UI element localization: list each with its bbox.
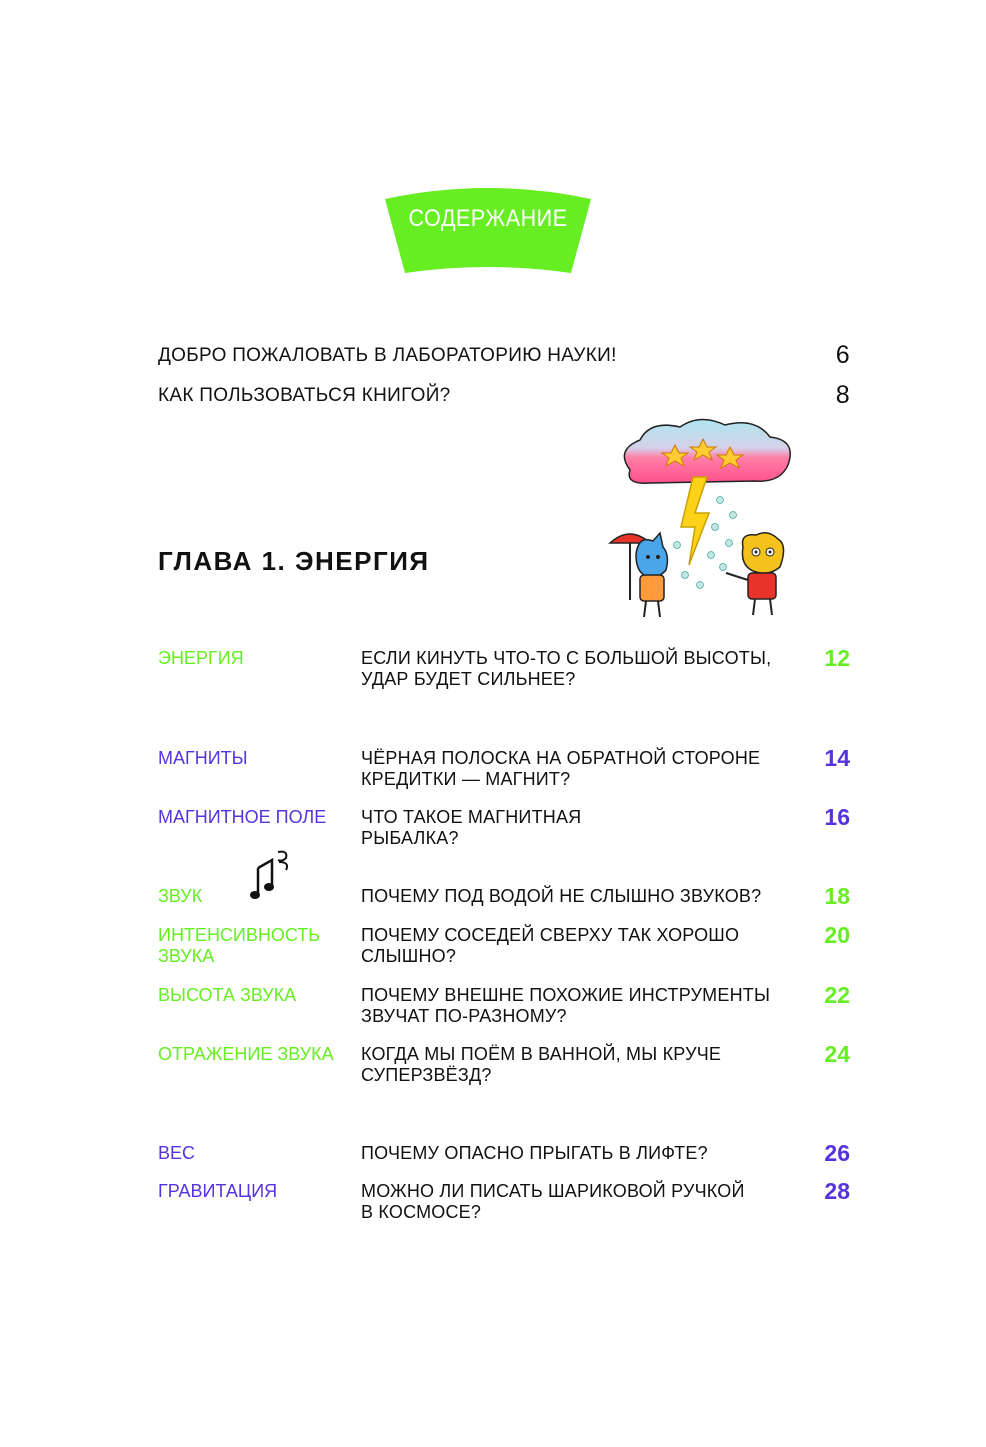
intro-item-title: КАК ПОЛЬЗОВАТЬСЯ КНИГОЙ? [158, 385, 451, 406]
entry-page: 18 [824, 883, 850, 909]
intro-item-how-to-use[interactable] [158, 381, 850, 413]
entry-page: 14 [824, 745, 850, 771]
entry-question: ЧЁРНАЯ ПОЛОСКА НА ОБРАТНОЙ СТОРОНЕ КРЕДИТКИ — МАГНИТ? [361, 748, 761, 789]
entry-category: ГРАВИТАЦИЯ [158, 1181, 278, 1201]
entry-page: 28 [824, 1178, 850, 1204]
entry-question: ЕСЛИ КИНУТЬ ЧТО-ТО С БОЛЬШОЙ ВЫСОТЫ, УДАР БУДЕТ СИЛЬНЕЕ? [361, 648, 772, 689]
contents-banner [385, 185, 591, 273]
entry-category: ВЕС [158, 1143, 196, 1163]
contents-title: СОДЕРЖАНИЕ [408, 205, 568, 232]
entry-category: МАГНИТЫ [158, 748, 248, 768]
entry-page: 22 [824, 982, 850, 1008]
entry-category: ВЫСОТА ЗВУКА [158, 985, 297, 1005]
entry-category: ЗВУК [158, 886, 203, 906]
entry-category: ОТРАЖЕНИЕ ЗВУКА [158, 1044, 334, 1064]
intro-item-title: ДОБРО ПОЖАЛОВАТЬ В ЛАБОРАТОРИЮ НАУКИ! [158, 345, 617, 366]
entry-question: ПОЧЕМУ ПОД ВОДОЙ НЕ СЛЫШНО ЗВУКОВ? [361, 886, 762, 906]
entry-page: 20 [824, 922, 850, 948]
entry-question: КОГДА МЫ ПОЁМ В ВАННОЙ, МЫ КРУЧЕ СУПЕРЗВЁЗД? [361, 1044, 722, 1085]
entry-question: ЧТО ТАКОЕ МАГНИТНАЯ РЫБАЛКА? [361, 807, 582, 848]
entry-page: 12 [824, 645, 850, 671]
entry-page: 24 [824, 1041, 850, 1067]
intro-item-page: 8 [835, 381, 850, 409]
chapter-title: ГЛАВА 1. ЭНЕРГИЯ [158, 546, 430, 576]
entry-category: МАГНИТНОЕ ПОЛЕ [158, 807, 327, 827]
intro-item-page: 6 [835, 341, 850, 369]
intro-item-welcome[interactable] [158, 341, 850, 373]
entry-question: МОЖНО ЛИ ПИСАТЬ ШАРИКОВОЙ РУЧКОЙ В КОСМОСЕ? [361, 1181, 745, 1222]
entry-category: ЭНЕРГИЯ [158, 648, 244, 668]
entry-page: 26 [824, 1140, 850, 1166]
entry-question: ПОЧЕМУ ОПАСНО ПРЫГАТЬ В ЛИФТЕ? [361, 1143, 708, 1163]
entry-category: ИНТЕНСИВНОСТЬ ЗВУКА [158, 925, 321, 966]
entry-question: ПОЧЕМУ ВНЕШНЕ ПОХОЖИЕ ИНСТРУМЕНТЫ ЗВУЧАТ ПО-РАЗНОМУ? [361, 985, 771, 1026]
characters-illustration [608, 525, 793, 625]
entry-page: 16 [824, 804, 850, 830]
entry-question: ПОЧЕМУ СОСЕДЕЙ СВЕРХУ ТАК ХОРОШО СЛЫШНО? [361, 925, 740, 966]
